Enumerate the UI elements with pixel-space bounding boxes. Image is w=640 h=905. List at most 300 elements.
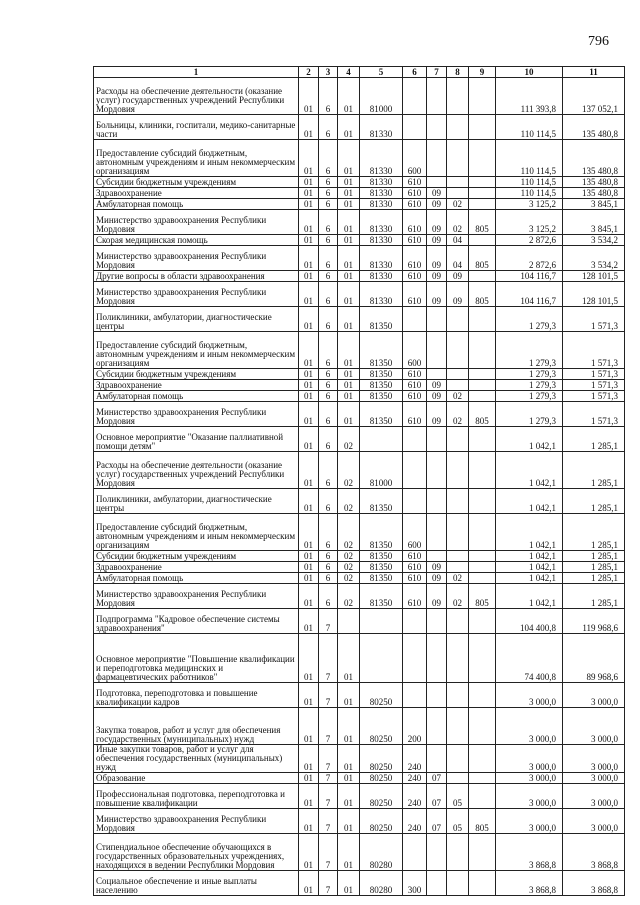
table-row [94,307,625,332]
code-cell: 610 [403,210,427,235]
code-cell [447,177,469,188]
code-cell: 01 [299,489,319,514]
column-header: 10 [496,67,563,78]
code-cell: 01 [299,380,319,391]
code-cell: 6 [319,199,338,210]
code-cell: 01 [299,427,319,452]
code-cell [447,332,469,369]
table-row [94,551,625,562]
amount-cell: 128 101,5 [563,271,625,282]
amount-cell: 110 114,5 [496,115,563,140]
code-cell: 01 [338,235,360,246]
amount-cell: 104 400,8 [496,609,563,634]
code-cell: 02 [338,452,360,489]
code-cell: 81330 [360,282,403,307]
code-cell: 6 [319,391,338,402]
amount-cell: 3 000,0 [496,708,563,745]
amount-cell: 3 845,1 [563,199,625,210]
table-row [94,271,625,282]
code-cell [403,683,427,708]
table-row [94,140,625,177]
code-cell: 81350 [360,489,403,514]
code-cell [469,271,496,282]
code-cell: 80250 [360,809,403,834]
code-cell: 6 [319,78,338,115]
code-cell [427,871,447,896]
code-cell [469,307,496,332]
amount-cell: 135 480,8 [563,177,625,188]
code-cell: 805 [469,402,496,427]
code-cell: 81330 [360,246,403,271]
code-cell: 6 [319,210,338,235]
code-cell: 01 [299,784,319,809]
code-cell: 81350 [360,332,403,369]
code-cell: 610 [403,380,427,391]
code-cell [447,634,469,683]
code-cell: 01 [299,452,319,489]
amount-cell: 1 042,1 [496,452,563,489]
row-name: Основное мероприятие "Повышение квалификации и переподготовка медицинских и фармацевтических работников" [94,634,299,683]
code-cell: 01 [299,609,319,634]
code-cell [469,78,496,115]
code-cell [427,745,447,773]
amount-cell: 3 000,0 [496,773,563,784]
code-cell: 02 [447,391,469,402]
column-header: 2 [299,67,319,78]
row-name: Профессиональная подготовка, переподготовка и повышение квалификации [94,784,299,809]
code-cell: 01 [299,514,319,551]
amount-cell: 1 571,3 [563,332,625,369]
code-cell [469,235,496,246]
table-row [94,489,625,514]
amount-cell: 2 872,6 [496,235,563,246]
amount-cell: 1 042,1 [496,489,563,514]
amount-cell: 3 000,0 [563,683,625,708]
code-cell: 6 [319,573,338,584]
code-cell: 01 [338,402,360,427]
code-cell: 01 [299,115,319,140]
code-cell: 02 [447,210,469,235]
code-cell: 600 [403,332,427,369]
code-cell: 6 [319,188,338,199]
code-cell: 81350 [360,514,403,551]
table-row [94,235,625,246]
code-cell: 200 [403,708,427,745]
amount-cell: 1 042,1 [496,427,563,452]
code-cell: 7 [319,871,338,896]
code-cell: 81350 [360,573,403,584]
code-cell [469,551,496,562]
code-cell: 610 [403,199,427,210]
code-cell: 6 [319,271,338,282]
row-name: Основное мероприятие "Оказание паллиативной помощи детям" [94,427,299,452]
code-cell: 80280 [360,834,403,871]
code-cell: 02 [338,551,360,562]
row-name: Здравоохранение [94,380,299,391]
column-header: 4 [338,67,360,78]
code-cell: 600 [403,140,427,177]
row-name: Министерство здравоохранения Республики Мордовия [94,210,299,235]
code-cell: 01 [299,140,319,177]
code-cell: 610 [403,573,427,584]
amount-cell: 1 571,3 [563,307,625,332]
code-cell [469,745,496,773]
code-cell: 805 [469,584,496,609]
row-name: Субсидии бюджетным учреждениям [94,177,299,188]
code-cell: 05 [447,809,469,834]
code-cell: 7 [319,634,338,683]
code-cell [403,634,427,683]
row-name: Министерство здравоохранения Республики Мордовия [94,282,299,307]
amount-cell: 1 285,1 [563,551,625,562]
code-cell: 01 [299,584,319,609]
table-row [94,177,625,188]
code-cell: 6 [319,514,338,551]
table-row [94,78,625,115]
amount-cell: 1 279,3 [496,380,563,391]
code-cell [427,514,447,551]
code-cell [447,369,469,380]
table-row [94,584,625,609]
code-cell: 6 [319,282,338,307]
code-cell [403,78,427,115]
row-name: Министерство здравоохранения Республики Мордовия [94,246,299,271]
code-cell: 01 [299,573,319,584]
row-name: Расходы на обеспечение деятельности (оказание услуг) государственных учреждений Республики Мордовия [94,452,299,489]
code-cell: 01 [338,246,360,271]
code-cell: 6 [319,140,338,177]
table-row [94,745,625,773]
code-cell: 01 [299,282,319,307]
code-cell [447,773,469,784]
code-cell: 805 [469,809,496,834]
code-cell: 01 [299,871,319,896]
code-cell [447,745,469,773]
table-row [94,514,625,551]
code-cell: 81350 [360,307,403,332]
code-cell: 6 [319,332,338,369]
code-cell: 7 [319,708,338,745]
code-cell: 09 [427,199,447,210]
code-cell: 02 [338,514,360,551]
code-cell: 01 [338,271,360,282]
table-row [94,246,625,271]
code-cell [427,427,447,452]
column-header: 9 [469,67,496,78]
code-cell: 81330 [360,199,403,210]
code-cell: 01 [299,369,319,380]
amount-cell: 135 480,8 [563,140,625,177]
code-cell: 01 [338,115,360,140]
code-cell: 09 [427,210,447,235]
code-cell: 01 [338,307,360,332]
code-cell [427,140,447,177]
amount-cell: 3 534,2 [563,235,625,246]
code-cell: 240 [403,809,427,834]
code-cell: 01 [299,332,319,369]
code-cell: 02 [447,573,469,584]
code-cell: 6 [319,489,338,514]
amount-cell: 3 868,8 [563,834,625,871]
code-cell: 7 [319,773,338,784]
code-cell: 6 [319,452,338,489]
row-name: Поликлиники, амбулатории, диагностические центры [94,307,299,332]
table-row [94,683,625,708]
code-cell [469,369,496,380]
code-cell [427,683,447,708]
row-name: Предоставление субсидий бюджетным, автономным учреждениям и иным некоммерческим организациям [94,332,299,369]
code-cell: 6 [319,427,338,452]
table-row [94,199,625,210]
code-cell [360,427,403,452]
amount-cell: 111 393,8 [496,78,563,115]
row-name: Министерство здравоохранения Республики Мордовия [94,402,299,427]
code-cell [427,452,447,489]
amount-cell: 1 571,3 [563,380,625,391]
amount-cell: 3 868,8 [496,871,563,896]
code-cell: 6 [319,551,338,562]
code-cell [447,140,469,177]
amount-cell: 110 114,5 [496,140,563,177]
code-cell [447,380,469,391]
column-header: 8 [447,67,469,78]
code-cell: 02 [338,489,360,514]
code-cell: 01 [338,332,360,369]
code-cell [360,634,403,683]
code-cell [447,514,469,551]
code-cell: 7 [319,834,338,871]
code-cell [447,683,469,708]
code-cell: 01 [299,683,319,708]
code-cell: 05 [447,784,469,809]
amount-cell: 135 480,8 [563,188,625,199]
code-cell [469,609,496,634]
code-cell: 01 [338,210,360,235]
amount-cell: 1 571,3 [563,369,625,380]
code-cell: 6 [319,307,338,332]
code-cell [403,609,427,634]
amount-cell: 3 125,2 [496,210,563,235]
code-cell [469,380,496,391]
code-cell: 01 [299,834,319,871]
code-cell: 81350 [360,380,403,391]
code-cell: 610 [403,402,427,427]
column-header: 3 [319,67,338,78]
code-cell: 81330 [360,271,403,282]
code-cell [427,78,447,115]
code-cell: 09 [427,391,447,402]
column-header: 6 [403,67,427,78]
code-cell: 01 [299,271,319,282]
column-header: 11 [563,67,625,78]
code-cell [469,140,496,177]
code-cell: 240 [403,773,427,784]
amount-cell: 3 534,2 [563,246,625,271]
amount-cell: 3 000,0 [563,809,625,834]
row-name: Амбулаторная помощь [94,391,299,402]
code-cell: 80250 [360,784,403,809]
code-cell [447,551,469,562]
code-cell [469,188,496,199]
code-cell [447,871,469,896]
code-cell: 7 [319,745,338,773]
table-row [94,809,625,834]
code-cell: 09 [427,282,447,307]
code-cell [427,177,447,188]
code-cell: 81330 [360,177,403,188]
code-cell: 805 [469,210,496,235]
code-cell: 81350 [360,562,403,573]
row-name: Предоставление субсидий бюджетным, автономным учреждениям и иным некоммерческим организациям [94,140,299,177]
table-header-row [94,67,625,78]
code-cell: 81350 [360,402,403,427]
code-cell: 610 [403,177,427,188]
table-row [94,834,625,871]
code-cell: 09 [427,380,447,391]
code-cell [447,427,469,452]
code-cell: 81330 [360,140,403,177]
code-cell: 81350 [360,369,403,380]
code-cell [403,115,427,140]
code-cell: 02 [338,584,360,609]
table-row [94,369,625,380]
code-cell [469,177,496,188]
code-cell: 80250 [360,708,403,745]
code-cell: 01 [338,391,360,402]
code-cell: 7 [319,809,338,834]
code-cell: 09 [447,282,469,307]
table-row [94,188,625,199]
code-cell [469,784,496,809]
amount-cell: 1 279,3 [496,332,563,369]
code-cell: 610 [403,188,427,199]
table-row [94,115,625,140]
code-cell: 09 [427,246,447,271]
code-cell [427,115,447,140]
code-cell: 6 [319,402,338,427]
code-cell: 01 [299,551,319,562]
code-cell: 81350 [360,584,403,609]
code-cell: 6 [319,177,338,188]
amount-cell: 1 285,1 [563,573,625,584]
amount-cell: 3 000,0 [563,784,625,809]
code-cell: 6 [319,246,338,271]
amount-cell: 1 571,3 [563,402,625,427]
code-cell [447,708,469,745]
table-row [94,609,625,634]
amount-cell: 135 480,8 [563,115,625,140]
amount-cell: 1 279,3 [496,391,563,402]
code-cell [427,489,447,514]
code-cell: 80250 [360,745,403,773]
code-cell: 01 [338,834,360,871]
code-cell [469,514,496,551]
code-cell: 01 [338,199,360,210]
code-cell: 610 [403,584,427,609]
amount-cell: 104 116,7 [496,282,563,307]
amount-cell: 1 042,1 [496,573,563,584]
code-cell [469,332,496,369]
code-cell: 02 [447,402,469,427]
row-name: Иные закупки товаров, работ и услуг для обеспечения государственных (муниципальных) нужд [94,745,299,773]
code-cell: 01 [299,177,319,188]
code-cell: 6 [319,562,338,573]
code-cell [469,489,496,514]
code-cell: 81330 [360,210,403,235]
amount-cell: 3 000,0 [563,745,625,773]
row-name: Больницы, клиники, госпитали, медико-санитарные части [94,115,299,140]
amount-cell: 1 042,1 [496,584,563,609]
code-cell: 09 [427,402,447,427]
amount-cell: 1 279,3 [496,307,563,332]
code-cell: 01 [299,246,319,271]
amount-cell: 1 285,1 [563,514,625,551]
row-name: Здравоохранение [94,188,299,199]
amount-cell: 110 114,5 [496,177,563,188]
code-cell [427,609,447,634]
code-cell [469,834,496,871]
code-cell: 01 [338,369,360,380]
code-cell: 80250 [360,683,403,708]
code-cell: 01 [338,380,360,391]
code-cell: 07 [427,809,447,834]
code-cell [469,634,496,683]
code-cell [469,115,496,140]
table-row [94,708,625,745]
row-name: Субсидии бюджетным учреждениям [94,551,299,562]
table-row [94,773,625,784]
code-cell: 81330 [360,115,403,140]
code-cell: 07 [427,784,447,809]
code-cell: 09 [427,271,447,282]
code-cell: 610 [403,369,427,380]
table-row [94,380,625,391]
row-name: Образование [94,773,299,784]
code-cell: 02 [338,427,360,452]
amount-cell: 3 000,0 [563,708,625,745]
code-cell: 01 [299,562,319,573]
code-cell: 300 [403,871,427,896]
code-cell [427,307,447,332]
code-cell: 7 [319,784,338,809]
code-cell: 600 [403,514,427,551]
code-cell [427,369,447,380]
code-cell [447,562,469,573]
amount-cell: 1 279,3 [496,369,563,380]
row-name: Министерство здравоохранения Республики Мордовия [94,809,299,834]
code-cell [403,834,427,871]
code-cell: 02 [447,584,469,609]
code-cell [447,188,469,199]
code-cell: 01 [338,634,360,683]
code-cell: 805 [469,246,496,271]
code-cell: 01 [338,871,360,896]
amount-cell: 1 285,1 [563,489,625,514]
code-cell: 01 [338,177,360,188]
code-cell [447,115,469,140]
code-cell [360,609,403,634]
amount-cell: 1 285,1 [563,452,625,489]
amount-cell: 1 571,3 [563,391,625,402]
code-cell: 09 [427,573,447,584]
code-cell [469,562,496,573]
row-name: Другие вопросы в области здравоохранения [94,271,299,282]
row-name: Здравоохранение [94,562,299,573]
code-cell [403,489,427,514]
code-cell [469,871,496,896]
amount-cell: 74 400,8 [496,634,563,683]
code-cell: 01 [299,809,319,834]
